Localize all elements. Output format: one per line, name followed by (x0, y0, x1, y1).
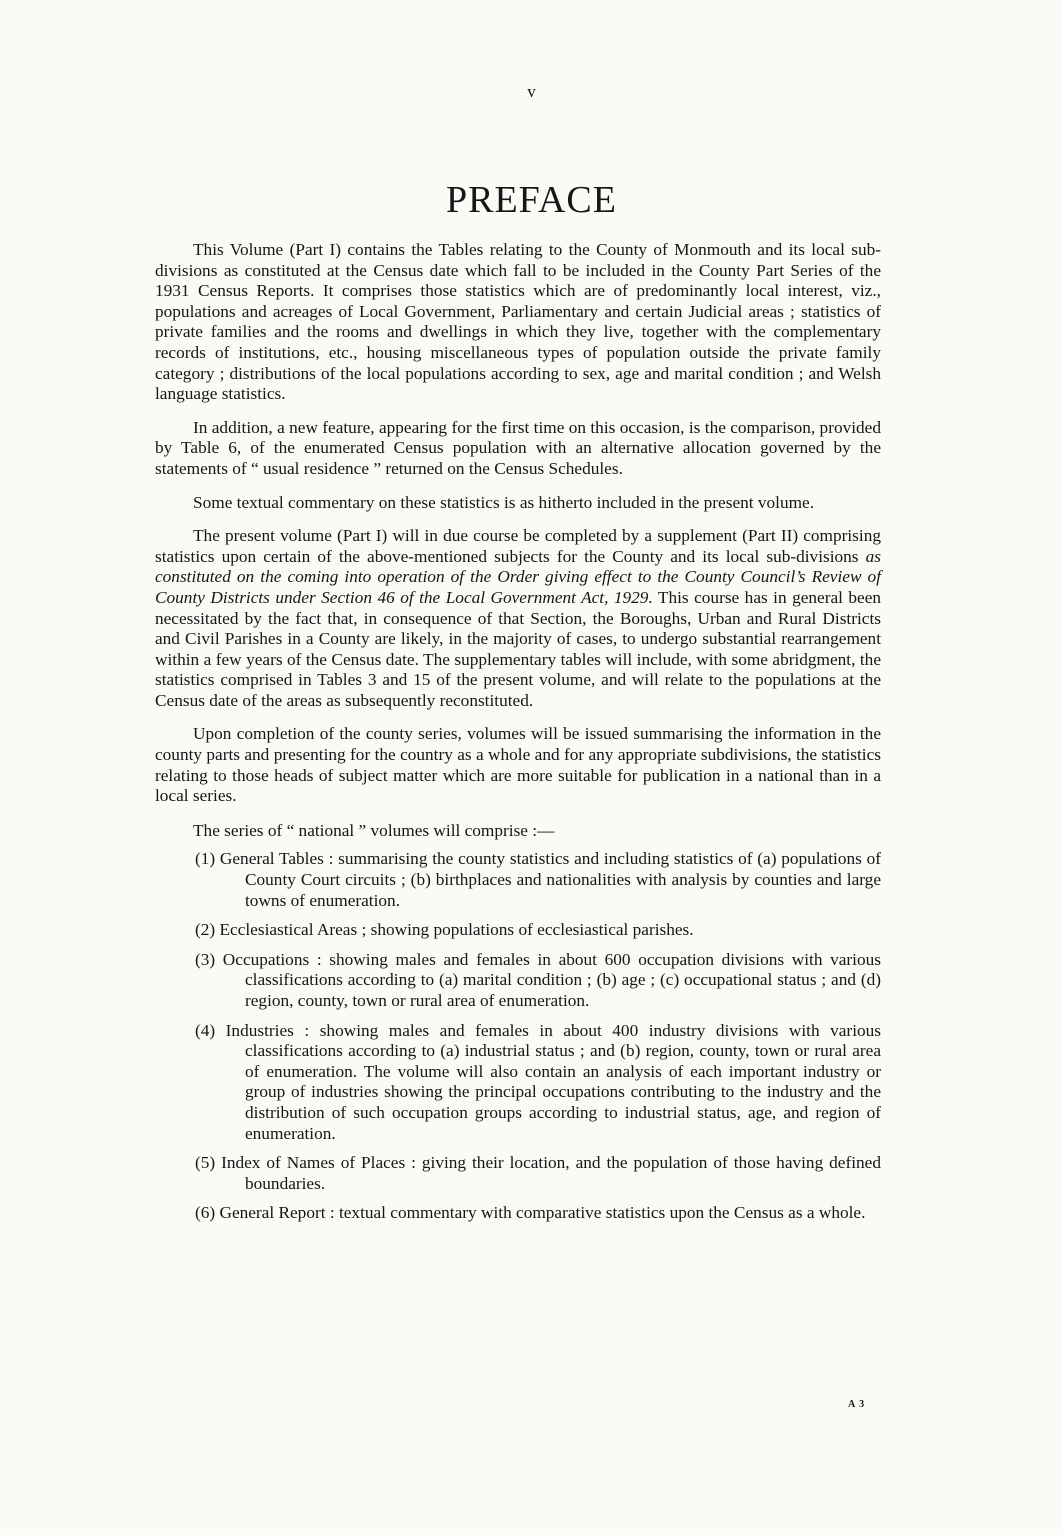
paragraph-new-feature: In addition, a new feature, appearing for the first time on this occasion, is the comparison, provided by Table 6, of the enumerated Census population with an alternative allocation governed by the statements of “ usual residence ” returned on the Census Schedules. (155, 417, 881, 478)
supplement-text-start: The present volume (Part I) will in due course be completed by a supplement (Part II) comprising statistics upon certain of the above-mentioned subjects for the County and its local sub-divisions (155, 526, 881, 566)
page-title: PREFACE (445, 179, 617, 221)
list-item: (6) General Report : textual commentary with comparative statistics upon the Census as a whole. (195, 1203, 866, 1223)
page-number: v (527, 82, 536, 101)
preface-body (155, 240, 881, 1233)
volumes-list (155, 849, 881, 1224)
paragraph-national-series: Upon completion of the county series, volumes will be issued summarising the information in the county parts and presenting for the country as a whole and for any appropriate subdivisions, the statistics relating to those heads of subject matter which are more suitable for publication in a national than in a local series. (155, 724, 881, 806)
signature-mark: A 3 (848, 1399, 866, 1410)
supplement-italic-text: as constituted on the coming into operation of the Order giving effect to the County Council’s Review of County Districts under Section 46 of the Local Government Act, 1929. (155, 546, 881, 607)
list-item: (3) Occupations : showing males and females in about 600 occupation divisions with various classifications according to (a) marital condition ; (b) age ; (c) occupational status ; and (d) region, county, town or rural area of enumeration. (195, 949, 881, 1010)
paragraph-commentary: Some textual commentary on these statistics is as hitherto included in the present volume. (193, 492, 815, 512)
paragraph-contents: This Volume (Part I) contains the Tables relating to the County of Monmouth and its local sub-divisions as constituted at the Census date which fall to be included in the County Part Series of the 1931 Census Reports. It comprises those statistics which are of predominantly local interest, viz., populations and acreages of Local Government, Parliamentary and certain Judicial areas ; statistics of private families and the rooms and dwellings in which they live, together with the complementary records of institutions, etc., housing miscellaneous types of population outside the private family category ; distributions of the local populations according to sex, age and marital condition ; and Welsh language statistics. (155, 240, 881, 404)
list-item: (2) Ecclesiastical Areas ; showing populations of ecclesiastical parishes. (195, 920, 694, 940)
paragraph-series-intro: The series of “ national ” volumes will comprise :— (193, 820, 555, 840)
list-item: (4) Industries : showing males and females in about 400 industry divisions with various classifications according to (a) industrial status ; and (b) region, county, town or rural area of enumeration. The volume will also contain an analysis of each important industry or group of industries showing the principal occupations contributing to the industry and the distribution of such occupation groups according to industrial status, age, and region of enumeration. (195, 1020, 881, 1143)
list-item: (5) Index of Names of Places : giving their location, and the population of those having defined boundaries. (195, 1153, 881, 1193)
paragraph-supplement (155, 526, 881, 711)
list-item: (1) General Tables : summarising the county statistics and including statistics of (a) populations of County Court circuits ; (b) birthplaces and nationalities with analysis by counties and large towns of enumeration. (195, 849, 881, 910)
supplement-text-end: This course has in general been necessitated by the fact that, in consequence of that Section, the Boroughs, Urban and Rural Districts and Civil Parishes in a County are likely, in the majority of cases, to undergo substantial rearrangement within a few years of the Census date. The supplementary tables will include, with some abridgment, the statistics comprised in Tables 3 and 15 of the present volume, and will relate to the populations at the Census date of the areas as subsequently reconstituted. (155, 587, 882, 710)
